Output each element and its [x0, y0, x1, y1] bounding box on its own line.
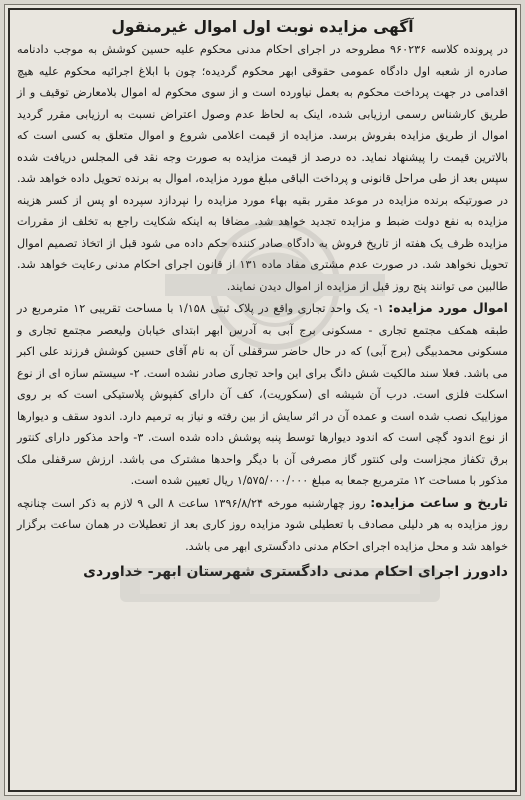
property-text: ۱- یک واحد تجاری واقع در پلاک ثبتی ۱/۱۵۸ با مساحت تقریبی ۱۲ مترمربع در طبقه همکف مجتمع تجاری - مسکونی برج آبی به آدرس ابهر ابتدای خیابان ولیعصر مجتمع تجاری و مسکونی محمدبیگی (برج آبی) که در حال حاضر سرقفلی آن به نام آقای حسین کوشش فرزند علی اکبر می باشد. فعلا سند مالکیت شش دانگ برای این واحد تجاری صادر نشده است. ۲- سیستم سازه ای از نوع اسکلت فلزی است. درب آن شیشه ای (سکوریت)، کف آن دارای کفپوش پلاستیکی است که بر روی موزاییک نصب شده است و عمده آن در اثر سایش از بین رفته و نیاز به ترمیم دارد. اندود سقف و دیوارها از نوع اندود گچی است که اندود دیوارها توسط پنبه پوشش داده شده است. ۳- واحد مذکور دارای کنتور برق تکفاز مجزاست ولی کنتور گاز مصرفی آن با دیگر واحدها مشترک می باشد. ارزش سرقفلی ملک مذکور با مساحت ۱۲ مترمربع جمعا به مبلغ ۱/۵۷۵/۰۰۰/۰۰۰ ریال تعیین شده است. [17, 302, 508, 487]
date-text: روز چهارشنبه مورخه ۱۳۹۶/۸/۲۴ ساعت ۸ الی ۹ لازم به ذکر است چنانچه روز مزایده به هر دلیلی مصادف با تعطیلی شود مزایده روز کاری بعد از تعطیلات در همان ساعت برگزار خواهد شد و محل مزایده اجرای احکام مدنی دادگستری ابهر می باشد. [17, 496, 508, 553]
notice-title: آگهی مزایده نوبت اول اموال غیرمنقول [111, 18, 414, 36]
notice-frame [8, 8, 517, 792]
property-section [17, 297, 508, 492]
notice-intro [17, 39, 508, 297]
date-section [17, 492, 508, 558]
signature-line: دادورز اجرای احکام مدنی دادگستری شهرستان ابهر- خداوردی [83, 564, 508, 580]
date-heading: تاریخ و ساعت مزایده: [370, 494, 508, 510]
notice-sheet [4, 4, 521, 796]
intro-text: در پرونده کلاسه ۹۶۰۲۳۶ مطروحه در اجرای احکام مدنی محکوم علیه حسین کوشش به موجب دادنامه صادره از شعبه اول دادگاه عمومی حقوقی ابهر محکوم گردیده؛ چون با ابلاغ اجرائیه محکوم علیه هیچ اقدامی در جهت پرداخت محکوم به بعمل نیاورده است و از سوی محکوم له اموال بلامعارض توقیف و از طریق کارشناس رسمی ارزیابی شده، اینک به لحاظ عدم وصول اعتراض نسبت به ارزیابی مقرر گردید اموال از طریق مزایده بفروش برسد. مزایده از قیمت اعلامی شروع و اموال متعلق به کسی است که بالاترین قیمت را پیشنهاد نماید. ده درصد از قیمت مزایده به صورت وجه نقد فی المجلس دریافت شده سپس بعد از طی مراحل قانونی و پرداخت الباقی مبلغ مورد مزایده، اموال به برنده تحویل داده خواهد شد. در صورتیکه برنده مزایده در موعد مقرر بقیه بهاء مورد مزایده را نپردازد سپرده او پس از کسر هزینه مزایده به نفع دولت ضبط و مزایده تجدید خواهد شد. مضافا به اینکه شکایت راجع به تخلف از مقررات مزایده ظرف یک هفته از تاریخ فروش به دادگاه صادر کننده حکم داده می شود قبل از اتخاذ تصمیم اموال تحویل نخواهد شد. در صورت عدم مشتری مفاد ماده ۱۳۱ از قانون اجرای احکام مدنی رعایت خواهد شد. طالبین می توانند پنج روز قبل از مزایده از اموال دیدن نمایند. [17, 43, 508, 293]
property-heading: اموال مورد مزایده: [388, 300, 508, 315]
